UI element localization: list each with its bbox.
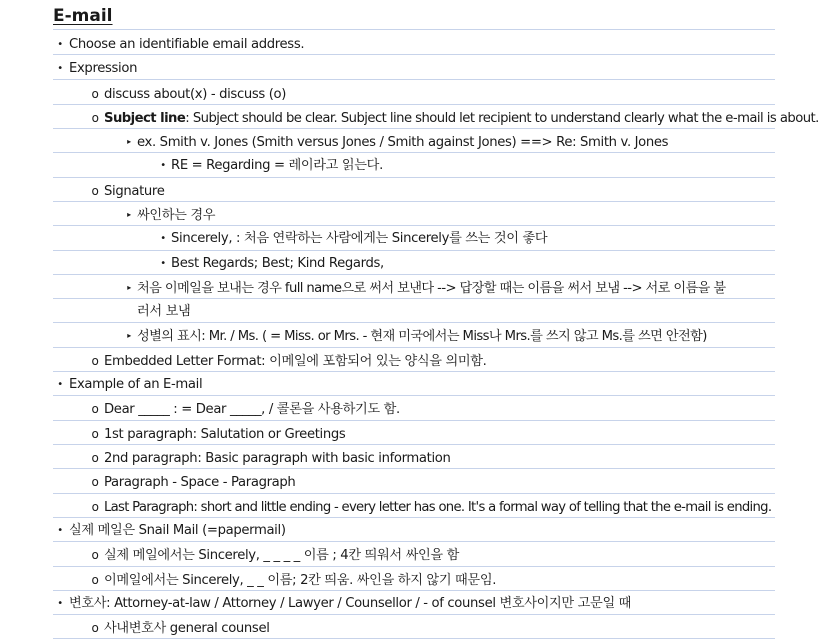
note-text: 1st paragraph: Salutation or Greetings [104, 427, 346, 442]
rule-line [53, 104, 775, 105]
arrow-marker: ▸ [127, 283, 131, 292]
note-text: Best Regards; Best; Kind Regards, [171, 256, 384, 271]
note-line [53, 155, 775, 177]
rule-line [53, 274, 775, 275]
rule-line [53, 638, 775, 639]
note-line [53, 423, 775, 445]
bullet-marker: • [57, 525, 63, 536]
note-text: 변호사: Attorney-at-law / Attorney / Lawyer / Counsellor / - of counsel 변호사이지만 고문일 때 [69, 596, 632, 611]
note-text: ex. Smith v. Jones (Smith versus Jones / Smith against Jones) ==> Re: Smith v. Jones [137, 135, 669, 150]
note-text: : Subject should be clear. Subject line should let recipient to understand clearly what the e-mail is about. [185, 111, 819, 126]
rule-line [53, 128, 775, 129]
note-line [53, 228, 775, 250]
subject-line-label: Subject line [104, 111, 186, 126]
rule-line [53, 152, 775, 153]
bullet-marker: • [57, 598, 63, 609]
note-text: 싸인하는 경우 [137, 208, 216, 223]
bullet-marker: • [160, 233, 166, 244]
bullet-marker: • [160, 160, 166, 171]
rule-line [53, 298, 775, 299]
rule-line [53, 468, 775, 469]
circle-marker: o [91, 621, 99, 635]
note-line [53, 253, 775, 275]
note-line [53, 617, 775, 639]
bullet-marker: • [57, 379, 63, 390]
circle-marker: o [91, 500, 99, 514]
bullet-marker: • [160, 258, 166, 269]
note-line [53, 350, 775, 372]
rule-line [53, 590, 775, 591]
note-line [53, 496, 775, 518]
circle-marker: o [91, 111, 99, 125]
rule-line [53, 420, 775, 421]
circle-marker: o [91, 475, 99, 489]
note-line [53, 325, 775, 347]
circle-marker: o [91, 573, 99, 587]
note-line [53, 131, 775, 153]
note-text: 러서 보냄 [137, 304, 191, 319]
note-text: RE = Regarding = 레이라고 읽는다. [171, 158, 383, 173]
arrow-marker: ▸ [127, 210, 131, 219]
note-line [53, 301, 775, 323]
rule-line [53, 566, 775, 567]
rule-line [53, 541, 775, 542]
note-line [53, 83, 775, 105]
rule-line [53, 614, 775, 615]
circle-marker: o [91, 184, 99, 198]
note-text: 이메일에서는 Sincerely, _ _ 이름; 2칸 띄움. 싸인을 하지 않기 때문임. [104, 573, 497, 588]
rule-line [53, 177, 775, 178]
note-line [53, 569, 775, 591]
circle-marker: o [91, 354, 99, 368]
note-line [53, 374, 775, 396]
rule-line [53, 371, 775, 372]
note-text: Embedded Letter Format: 이메일에 포함되어 있는 양식을 의미함. [104, 354, 487, 369]
rule-line [53, 79, 775, 80]
circle-marker: o [91, 87, 99, 101]
note-text: Sincerely, : 처음 연락하는 사람에게는 Sincerely를 쓰는 것이 좋다 [171, 231, 548, 246]
note-line [53, 593, 775, 615]
note-line [53, 180, 775, 202]
note-text: Signature [104, 184, 165, 199]
note-text: Expression [69, 61, 138, 76]
page-title: E-mail [53, 6, 113, 26]
rule-line [53, 54, 775, 55]
rule-line [53, 225, 775, 226]
rule-line [53, 395, 775, 396]
rule-line [53, 201, 775, 202]
note-text: 처음 이메일을 보내는 경우 full name으로 써서 보낸다 --> 답장할 때는 이름을 써서 보냄 --> 서로 이름을 불 [137, 281, 726, 296]
rule-line [53, 444, 775, 445]
circle-marker: o [91, 451, 99, 465]
rule-line [53, 517, 775, 518]
arrow-marker: ▸ [127, 331, 131, 340]
note-line [53, 34, 775, 56]
circle-marker: o [91, 402, 99, 416]
bullet-marker: • [57, 63, 63, 74]
note-line [53, 58, 775, 80]
note-line [53, 277, 775, 299]
arrow-marker: ▸ [127, 137, 131, 146]
note-text: Paragraph - Space - Paragraph [104, 475, 296, 490]
note-text: 실제 메일에서는 Sincerely, _ _ _ _ 이름 ; 4칸 띄워서 싸인을 함 [104, 548, 459, 563]
note-text: 사내변호사 general counsel [104, 621, 270, 636]
note-line [53, 520, 775, 542]
note-text: Dear _____ : = Dear _____, / 콜론을 사용하기도 함. [104, 402, 400, 417]
title-rule [53, 29, 775, 30]
note-line [53, 471, 775, 493]
note-line [53, 204, 775, 226]
rule-line [53, 250, 775, 251]
circle-marker: o [91, 427, 99, 441]
rule-line [53, 347, 775, 348]
rule-line [53, 493, 775, 494]
note-line [53, 447, 775, 469]
note-line [53, 107, 819, 129]
rule-line [53, 322, 775, 323]
note-text: Choose an identifiable email address. [69, 37, 305, 52]
note-line [53, 544, 775, 566]
note-line [53, 398, 775, 420]
note-text: discuss about(x) - discuss (o) [104, 87, 287, 102]
note-text: 2nd paragraph: Basic paragraph with basic information [104, 451, 451, 466]
note-text: 실제 메일은 Snail Mail (=papermail) [69, 523, 286, 538]
note-text: Last Paragraph: short and little ending - every letter has one. It's a formal way of telling that the e-mail is ending. [104, 500, 772, 515]
note-text: 성별의 표시: Mr. / Ms. ( = Miss. or Mrs. - 현재 미국에서는 Miss나 Mrs.를 쓰지 않고 Ms.를 쓰면 안전함) [137, 329, 707, 344]
bullet-marker: • [57, 39, 63, 50]
note-text: Example of an E-mail [69, 377, 203, 392]
circle-marker: o [91, 548, 99, 562]
